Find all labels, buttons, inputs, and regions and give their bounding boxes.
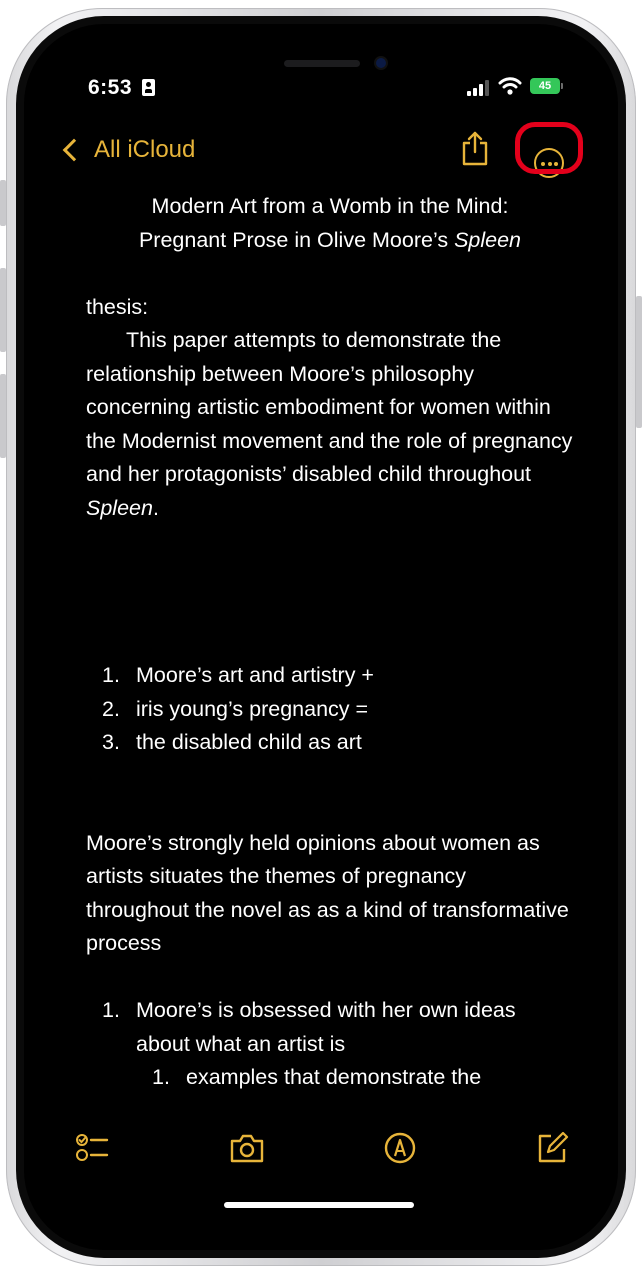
numbered-list-1 bbox=[86, 659, 574, 760]
list-text: Moore’s art and artistry + bbox=[136, 663, 374, 687]
screen bbox=[24, 24, 618, 1250]
battery-tip bbox=[561, 83, 563, 89]
red-highlight-circle bbox=[515, 122, 583, 174]
numbered-list-2 bbox=[86, 994, 574, 1061]
title-line-2: Pregnant Prose in Olive Moore’s bbox=[138, 227, 455, 252]
id-card-icon bbox=[142, 79, 155, 96]
list-item bbox=[86, 659, 574, 693]
list-item bbox=[86, 693, 574, 727]
list-text: iris young’s pregnancy = bbox=[136, 696, 369, 721]
battery-icon bbox=[530, 78, 560, 94]
note-body[interactable] bbox=[86, 190, 574, 1095]
list-number: 1. bbox=[102, 998, 120, 1022]
list-text: Moore’s is obsessed with her own ideas about what an artist is bbox=[136, 998, 516, 1056]
share-icon[interactable] bbox=[460, 130, 490, 166]
list-item bbox=[86, 1061, 574, 1095]
power-button bbox=[636, 296, 642, 428]
list-item bbox=[86, 994, 574, 1061]
camera-icon[interactable] bbox=[228, 1130, 266, 1166]
list-number: 3. bbox=[102, 730, 120, 754]
list-item bbox=[86, 726, 574, 760]
thesis-text: This paper attempts to demonstrate the relationship between Moore’s philosophy concerning artistic embodiment for women within the Modernist movement and the role of pregnancy and her protagonists’ disabled child throughout bbox=[86, 328, 573, 486]
chevron-left-icon bbox=[63, 139, 86, 162]
list-number: 1. bbox=[102, 663, 120, 687]
back-label: All iCloud bbox=[94, 136, 196, 163]
list-text: the disabled child as art bbox=[136, 730, 362, 754]
cellular-signal-icon bbox=[467, 80, 491, 96]
front-camera bbox=[376, 58, 386, 68]
thesis-italic: Spleen bbox=[86, 495, 153, 520]
wifi-icon bbox=[498, 76, 522, 96]
list-text: examples that demonstrate the bbox=[186, 1065, 482, 1089]
title-line-1: Modern Art from a Womb in the Mind: bbox=[151, 194, 509, 218]
list-number: 1. bbox=[152, 1065, 170, 1089]
paragraph-2: Moore’s strongly held opinions about women as artists situates the themes of pregnancy throughout the novel as as a kind of transformative process bbox=[86, 830, 569, 955]
sub-list bbox=[86, 1061, 574, 1095]
thesis-label: thesis: bbox=[86, 294, 149, 319]
note-title bbox=[86, 190, 574, 257]
compose-icon[interactable] bbox=[534, 1130, 570, 1166]
thesis-end: . bbox=[152, 495, 159, 520]
markup-pen-icon[interactable] bbox=[382, 1130, 418, 1166]
bottom-toolbar bbox=[24, 1130, 618, 1182]
home-indicator[interactable] bbox=[224, 1202, 414, 1208]
thesis-paragraph bbox=[86, 324, 574, 525]
battery-level: 45 bbox=[538, 80, 552, 92]
back-button[interactable] bbox=[62, 136, 195, 164]
earpiece-speaker bbox=[284, 60, 360, 67]
title-italic: Spleen bbox=[454, 227, 522, 252]
status-time: 6:53 bbox=[88, 76, 133, 99]
list-number: 2. bbox=[102, 696, 120, 721]
checklist-icon[interactable] bbox=[74, 1130, 110, 1166]
